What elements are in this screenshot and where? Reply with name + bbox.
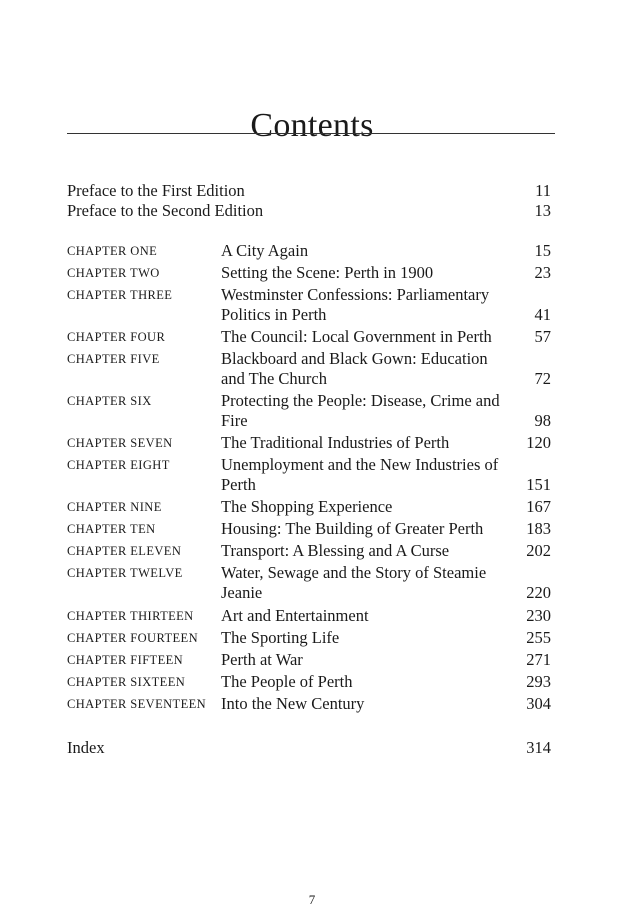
chapter-page: 15 — [534, 241, 551, 260]
chapter-page: 304 — [526, 694, 551, 713]
chapter-page: 151 — [526, 475, 551, 494]
chapter-label: CHAPTER TEN — [67, 522, 156, 536]
chapter-page: 72 — [534, 369, 551, 388]
chapter-page: 230 — [526, 606, 551, 625]
chapter-label: CHAPTER NINE — [67, 500, 162, 514]
chapter-page: 271 — [526, 650, 551, 669]
chapter-page: 120 — [526, 433, 551, 452]
chapter-title: Protecting the People: Disease, Crime and Fire — [221, 391, 500, 430]
chapter-label: CHAPTER TWELVE — [67, 566, 183, 580]
chapter-title: A City Again — [221, 241, 309, 260]
chapter-title: Blackboard and Black Gown: Education and The Church — [221, 349, 488, 388]
preface-title: Preface to the Second Edition — [67, 201, 264, 220]
chapter-title: Setting the Scene: Perth in 1900 — [221, 263, 434, 282]
chapter-label: CHAPTER FIVE — [67, 352, 160, 366]
preface-title: Preface to the First Edition — [67, 181, 245, 200]
chapter-title: Art and Entertainment — [221, 606, 369, 625]
chapter-label: CHAPTER FIFTEEN — [67, 653, 184, 667]
chapter-page: 183 — [526, 519, 551, 538]
chapter-title: Unemployment and the New Industries of Perth — [221, 455, 499, 494]
preface-page: 13 — [534, 201, 551, 220]
chapter-label: CHAPTER FOUR — [67, 330, 166, 344]
chapter-page: 98 — [534, 411, 551, 430]
chapter-page: 202 — [526, 541, 551, 560]
chapter-label: CHAPTER TWO — [67, 266, 160, 280]
chapter-title: Perth at War — [221, 650, 303, 669]
index-page: 314 — [526, 738, 551, 757]
index-title: Index — [67, 738, 105, 757]
chapter-title: The Traditional Industries of Perth — [221, 433, 450, 452]
toc-preface-entry[interactable] — [67, 181, 551, 201]
preface-page: 11 — [535, 181, 551, 200]
chapter-label: CHAPTER SIXTEEN — [67, 675, 186, 689]
chapter-page: 255 — [526, 628, 551, 647]
chapter-label: CHAPTER SIX — [67, 394, 152, 408]
chapter-page: 293 — [526, 672, 551, 691]
chapter-title: Westminster Confessions: Parliamentary Politics in Perth — [221, 285, 490, 324]
chapter-title: Transport: A Blessing and A Curse — [221, 541, 450, 560]
chapter-title: The Shopping Experience — [221, 497, 393, 516]
chapter-title: The Sporting Life — [221, 628, 340, 647]
chapter-label: CHAPTER ELEVEN — [67, 544, 182, 558]
chapter-label: CHAPTER THREE — [67, 288, 173, 302]
chapter-label: CHAPTER ONE — [67, 244, 158, 258]
chapter-title: The People of Perth — [221, 672, 353, 691]
chapter-label: CHAPTER SEVENTEEN — [67, 697, 207, 711]
chapter-page: 57 — [534, 327, 551, 346]
chapter-label: CHAPTER THIRTEEN — [67, 609, 194, 623]
chapter-page: 220 — [526, 583, 551, 602]
page-number: 7 — [308, 892, 316, 907]
chapter-title: Water, Sewage and the Story of Steamie Jeanie — [221, 563, 487, 602]
chapter-title: The Council: Local Government in Perth — [221, 327, 492, 346]
toc-index-entry[interactable] — [67, 738, 551, 758]
chapter-label: CHAPTER FOURTEEN — [67, 631, 199, 645]
chapter-title: Into the New Century — [221, 694, 365, 713]
title-divider — [67, 133, 555, 134]
page-title: Contents — [250, 106, 374, 144]
chapter-page: 23 — [534, 263, 551, 282]
chapter-label: CHAPTER EIGHT — [67, 458, 170, 472]
chapter-page: 167 — [526, 497, 551, 516]
chapter-label: CHAPTER SEVEN — [67, 436, 173, 450]
toc-preface-entry[interactable] — [67, 201, 551, 221]
chapter-title: Housing: The Building of Greater Perth — [221, 519, 484, 538]
chapter-page: 41 — [534, 305, 551, 324]
